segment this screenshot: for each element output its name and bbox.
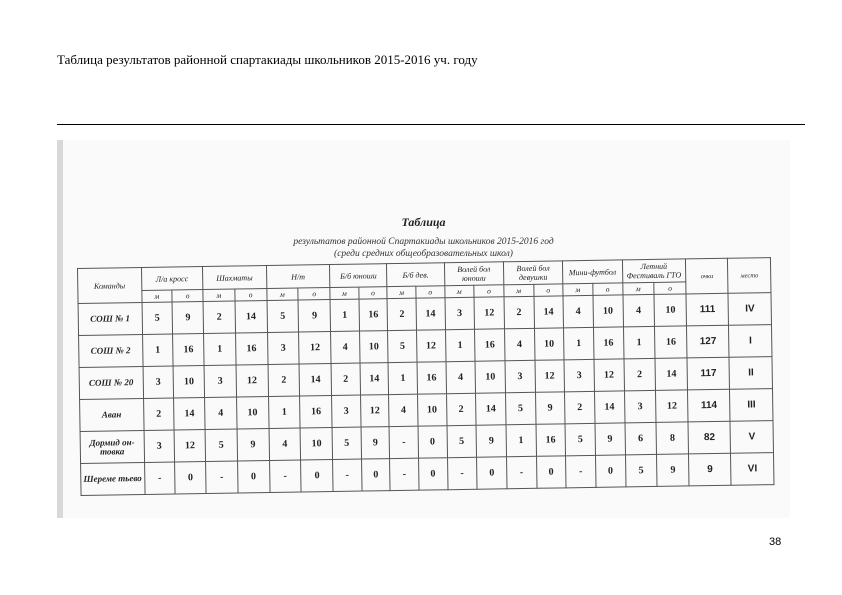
- place-cell: 4: [389, 394, 418, 426]
- place-cell: 1: [388, 362, 417, 394]
- points-cell: 10: [475, 361, 505, 393]
- place-cell: 2: [504, 296, 534, 328]
- points-cell: 12: [299, 332, 331, 364]
- place-cell: 5: [332, 427, 361, 459]
- place-cell: 5: [565, 423, 595, 455]
- place-cell: 3: [267, 332, 299, 364]
- column-header-total: очки: [686, 258, 729, 294]
- place-cell: -: [506, 456, 536, 488]
- points-cell: 12: [656, 390, 688, 422]
- team-name-cell: СОШ № 1: [78, 302, 142, 335]
- results-table: [77, 257, 774, 496]
- place-cell: 6: [625, 422, 657, 454]
- points-cell: 9: [595, 423, 625, 455]
- team-name-cell: СОШ № 20: [79, 366, 143, 399]
- place-cell: -: [390, 458, 419, 490]
- total-points-cell: 82: [688, 421, 731, 454]
- points-cell: 9: [237, 429, 269, 461]
- points-cell: 9: [172, 302, 203, 334]
- page-number: 38: [769, 536, 782, 548]
- place-cell: 3: [445, 297, 475, 329]
- points-cell: 10: [173, 366, 204, 398]
- points-cell: 0: [301, 460, 333, 492]
- divider: [57, 124, 805, 125]
- place-cell: -: [269, 460, 301, 492]
- points-cell: 14: [174, 398, 205, 430]
- column-header-team: Команды: [78, 267, 142, 303]
- column-header-event: Волей бол юноши: [444, 262, 504, 286]
- final-place-cell: V: [730, 421, 773, 454]
- column-header-event: Б/б дев.: [387, 263, 445, 287]
- place-cell: 2: [623, 358, 655, 390]
- points-cell: 12: [594, 359, 624, 391]
- points-cell: 10: [654, 294, 686, 326]
- place-cell: -: [206, 461, 238, 493]
- scanned-table-image: [57, 140, 790, 518]
- place-cell: 1: [204, 333, 236, 365]
- place-cell: 4: [504, 328, 534, 360]
- place-cell: 2: [387, 298, 416, 330]
- points-cell: 12: [535, 360, 565, 392]
- place-cell: 5: [205, 429, 237, 461]
- place-cell: 4: [446, 361, 476, 393]
- column-header-event: Мини-футбол: [563, 260, 623, 284]
- points-cell: 12: [360, 395, 389, 427]
- place-cell: 5: [267, 300, 299, 332]
- place-cell: 3: [564, 359, 594, 391]
- total-points-cell: 9: [689, 453, 732, 486]
- team-name-cell: Дормид он-товка: [80, 430, 144, 463]
- points-cell: 16: [593, 327, 623, 359]
- place-cell: 5: [142, 302, 173, 334]
- points-cell: 10: [534, 328, 564, 360]
- points-cell: 12: [174, 430, 205, 462]
- place-cell: 1: [623, 326, 655, 358]
- points-cell: 16: [359, 299, 388, 331]
- points-cell: 12: [474, 297, 504, 329]
- points-cell: 16: [417, 362, 446, 394]
- team-name-cell: Шереме тьево: [81, 462, 145, 495]
- place-cell: 5: [625, 454, 657, 486]
- column-subheader: м: [563, 283, 593, 295]
- points-cell: 9: [476, 425, 506, 457]
- place-cell: -: [389, 426, 418, 458]
- column-subheader: о: [474, 285, 504, 297]
- place-cell: 2: [143, 398, 174, 430]
- place-cell: 5: [447, 425, 477, 457]
- column-subheader: о: [359, 287, 388, 299]
- points-cell: 12: [416, 330, 445, 362]
- scan-subtitle: (среди средних общеобразовательных школ): [334, 249, 513, 259]
- points-cell: 0: [536, 456, 566, 488]
- points-cell: 10: [417, 394, 446, 426]
- points-cell: 10: [593, 295, 623, 327]
- points-cell: 0: [237, 461, 269, 493]
- scan-title: результатов районной Спартакиады школьников 2015-2016 год: [293, 237, 554, 247]
- column-header-event: Летний Фестиваль ГТО: [622, 259, 686, 283]
- final-place-cell: II: [729, 357, 772, 390]
- points-cell: 14: [594, 391, 624, 423]
- points-cell: 8: [656, 422, 688, 454]
- place-cell: -: [566, 455, 596, 487]
- final-place-cell: VI: [731, 453, 774, 486]
- page-title: Таблица результатов районной спартакиады школьников 2015-2016 уч. году: [57, 52, 478, 67]
- column-subheader: м: [203, 289, 235, 301]
- place-cell: 2: [268, 364, 300, 396]
- points-cell: 9: [298, 300, 330, 332]
- points-cell: 14: [416, 298, 445, 330]
- points-cell: 14: [299, 364, 331, 396]
- place-cell: 2: [565, 391, 595, 423]
- column-subheader: м: [504, 284, 534, 296]
- points-cell: 16: [300, 396, 332, 428]
- column-subheader: м: [266, 288, 298, 300]
- total-points-cell: 111: [686, 293, 729, 326]
- column-header-event: Волей бол девушки: [503, 261, 563, 285]
- total-points-cell: 114: [688, 389, 731, 422]
- place-cell: 3: [332, 395, 361, 427]
- column-subheader: о: [533, 284, 563, 296]
- column-subheader: м: [444, 285, 474, 297]
- place-cell: 4: [269, 428, 301, 460]
- column-header-event: Л/а кросс: [141, 267, 203, 291]
- points-cell: 0: [361, 459, 390, 491]
- place-cell: 1: [268, 396, 300, 428]
- place-cell: 2: [446, 393, 476, 425]
- final-place-cell: I: [729, 325, 772, 358]
- place-cell: 5: [505, 392, 535, 424]
- place-cell: 3: [624, 390, 656, 422]
- points-cell: 9: [657, 454, 689, 486]
- column-subheader: о: [235, 289, 267, 301]
- place-cell: 3: [505, 360, 535, 392]
- points-cell: 14: [235, 301, 267, 333]
- column-subheader: о: [654, 282, 686, 294]
- points-cell: 16: [655, 326, 687, 358]
- points-cell: 14: [476, 393, 506, 425]
- points-cell: 14: [534, 296, 564, 328]
- place-cell: 1: [564, 327, 594, 359]
- column-subheader: м: [622, 282, 654, 294]
- column-subheader: о: [172, 290, 203, 302]
- place-cell: 4: [622, 294, 654, 326]
- column-header-event: Н/т: [266, 265, 330, 289]
- team-name-cell: СОШ № 2: [79, 334, 143, 367]
- scan-heading: Таблица: [401, 215, 446, 229]
- points-cell: 12: [236, 365, 268, 397]
- place-cell: 5: [388, 330, 417, 362]
- points-cell: 16: [536, 424, 566, 456]
- column-subheader: о: [298, 288, 330, 300]
- place-cell: 1: [445, 329, 475, 361]
- points-cell: 16: [235, 333, 267, 365]
- team-name-cell: Аван: [80, 398, 144, 431]
- points-cell: 16: [173, 334, 204, 366]
- total-points-cell: 127: [687, 325, 730, 358]
- place-cell: 3: [143, 366, 174, 398]
- place-cell: 4: [205, 397, 237, 429]
- place-cell: 3: [204, 365, 236, 397]
- column-subheader: м: [141, 290, 172, 302]
- points-cell: 0: [175, 462, 206, 494]
- column-subheader: м: [387, 286, 416, 298]
- points-cell: 0: [418, 426, 447, 458]
- points-cell: 16: [475, 329, 505, 361]
- points-cell: 10: [359, 331, 388, 363]
- column-header-place: место: [728, 258, 771, 294]
- points-cell: 0: [595, 455, 625, 487]
- points-cell: 10: [300, 428, 332, 460]
- points-cell: 9: [535, 392, 565, 424]
- place-cell: 1: [330, 299, 359, 331]
- points-cell: 10: [236, 397, 268, 429]
- table-body: [78, 293, 774, 496]
- final-place-cell: IV: [728, 293, 771, 326]
- points-cell: 9: [361, 427, 390, 459]
- column-subheader: о: [593, 283, 623, 295]
- place-cell: 2: [203, 301, 235, 333]
- final-place-cell: III: [730, 389, 773, 422]
- total-points-cell: 117: [687, 357, 730, 390]
- place-cell: -: [447, 457, 477, 489]
- place-cell: 4: [331, 331, 360, 363]
- place-cell: -: [333, 459, 362, 491]
- points-cell: 0: [477, 457, 507, 489]
- column-header-event: Шахматы: [203, 266, 267, 290]
- place-cell: 2: [331, 363, 360, 395]
- column-header-event: Б/б юноши: [330, 264, 388, 288]
- place-cell: 4: [563, 295, 593, 327]
- points-cell: 14: [655, 358, 687, 390]
- points-cell: 0: [418, 458, 447, 490]
- place-cell: 1: [142, 334, 173, 366]
- place-cell: 3: [144, 430, 175, 462]
- points-cell: 14: [360, 363, 389, 395]
- place-cell: -: [144, 462, 175, 494]
- column-subheader: м: [330, 287, 359, 299]
- place-cell: 1: [506, 424, 536, 456]
- column-subheader: о: [416, 286, 445, 298]
